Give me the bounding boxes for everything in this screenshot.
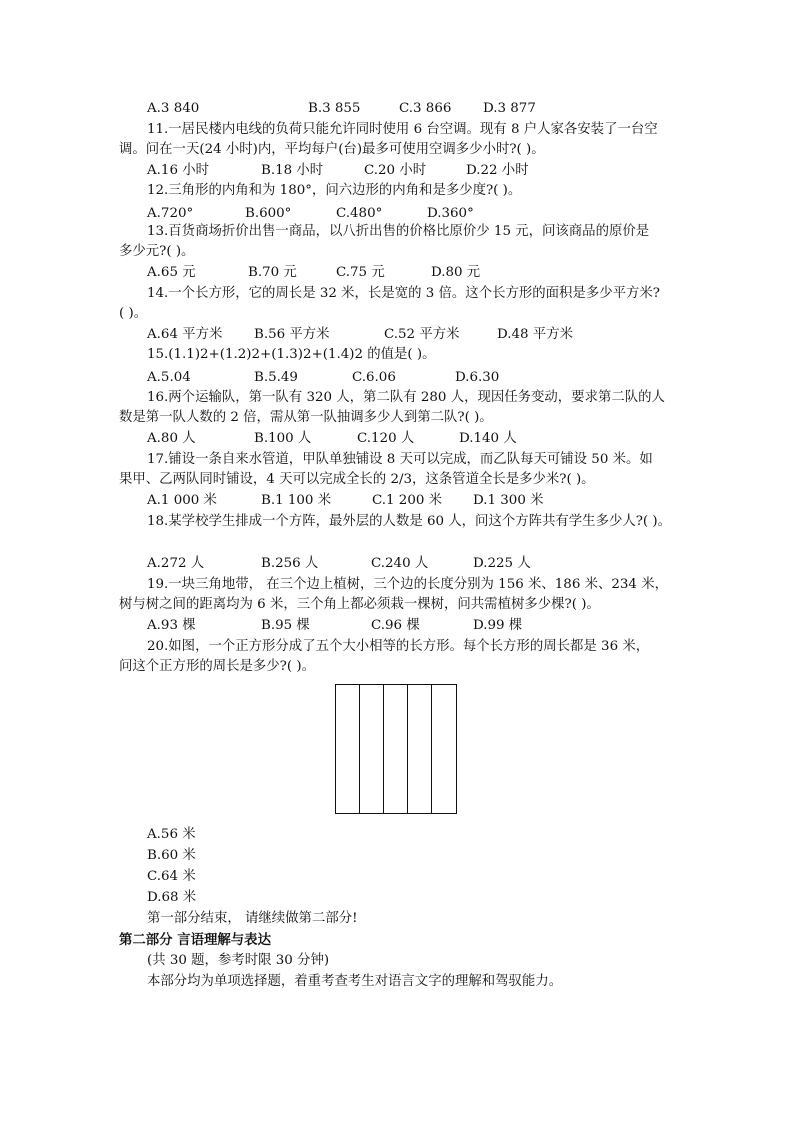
q18-option-d: D.225 人	[473, 556, 531, 571]
q17-option-a: A.1 000 米	[147, 493, 217, 508]
q20-option-a: A.56 米	[147, 827, 196, 842]
q14-option-d: D.48 平方米	[497, 327, 573, 342]
section2-meta: (共 30 题，参考时限 30 分钟)	[147, 953, 330, 968]
q20-option-b: B.60 米	[147, 848, 196, 863]
q19-text-line-2: 树与树之间的距离均为 6 米，三个角上都必须栽一棵树，问共需植树多少棵?( )。	[119, 597, 600, 612]
divider-line-1	[359, 685, 360, 813]
q17-option-d: D.1 300 米	[473, 493, 544, 508]
q16-option-c: C.120 人	[357, 431, 415, 446]
q16-text-line-1: 16.两个运输队，第一队有 320 人，第二队有 280 人，现因任务变动，要求第二队的人	[147, 390, 665, 405]
divider-line-3	[407, 685, 408, 813]
q14-option-c: C.52 平方米	[384, 327, 460, 342]
q18-option-a: A.272 人	[147, 556, 205, 571]
q19-option-b: B.95 棵	[261, 618, 310, 633]
q20-text-line-1: 20.如图，一个正方形分成了五个大小相等的长方形。每个长方形的周长都是 36 米，	[147, 639, 650, 654]
q11-option-a: A.16 小时	[147, 163, 210, 178]
q15-text-line-1: 15.(1.1)2+(1.2)2+(1.3)2+(1.4)2 的值是( )。	[147, 347, 436, 362]
q13-option-c: C.75 元	[336, 265, 385, 280]
q16-option-b: B.100 人	[254, 431, 312, 446]
q19-option-c: C.96 棵	[371, 618, 420, 633]
q15-option-d: D.6.30	[455, 370, 500, 385]
section2-intro: 本部分均为单项选择题，着重考查考生对语言文字的理解和驾驭能力。	[147, 974, 563, 989]
q13-text-line-2: 多少元?( )。	[119, 244, 195, 259]
q13-text-line-1: 13.百货商场折价出售一商品，以八折出售的价格比原价少 15 元，问该商品的原价是	[147, 224, 650, 239]
q13-option-a: A.65 元	[147, 265, 196, 280]
q14-text-line-2: ( )。	[119, 306, 148, 321]
section1-end-note: 第一部分结束， 请继续做第二部分!	[147, 911, 358, 926]
divider-line-4	[431, 685, 432, 813]
q12-option-a: A.720°	[147, 206, 194, 221]
q13-option-d: D.80 元	[431, 265, 481, 280]
q12-option-b: B.600°	[245, 206, 292, 221]
q17-option-c: C.1 200 米	[372, 493, 443, 508]
q17-text-line-2: 果甲、乙两队同时铺设，4 天可以完成全长的 2/3，这条管道全长是多少米?( )。	[119, 472, 595, 487]
q16-option-d: D.140 人	[459, 431, 517, 446]
q17-text-line-1: 17.铺设一条自来水管道，甲队单独铺设 8 天可以完成，而乙队每天可铺设 50 米。如	[147, 452, 653, 467]
q11-option-d: D.22 小时	[466, 163, 529, 178]
divider-line-2	[383, 685, 384, 813]
q18-text-line-1: 18.某学校学生排成一个方阵，最外层的人数是 60 人，问这个方阵共有学生多少人?( )。	[147, 514, 672, 529]
q19-option-a: A.93 棵	[147, 618, 196, 633]
q12-option-c: C.480°	[336, 206, 383, 221]
q20-text-line-2: 问这个正方形的周长是多少?( )。	[119, 659, 315, 674]
q12-option-d: D.360°	[427, 206, 474, 221]
q16-text-line-2: 数是第一队人数的 2 倍，需从第一队抽调多少人到第二队?( )。	[119, 410, 493, 425]
q10-option-c: C.3 866	[399, 101, 452, 116]
q20-option-d: D.68 米	[147, 890, 197, 905]
q12-text-line-1: 12.三角形的内角和为 180°，问六边形的内角和是多少度?( )。	[147, 183, 522, 198]
q14-text-line-1: 14.一个长方形，它的周长是 32 米，长是宽的 3 倍。这个长方形的面积是多少平方米?	[147, 286, 660, 301]
q11-text-line-1: 11.一居民楼内电线的负荷只能允许同时使用 6 台空调。现有 8 户人家各安装了一台空	[147, 122, 658, 137]
q13-option-b: B.70 元	[248, 265, 297, 280]
q11-option-b: B.18 小时	[261, 163, 324, 178]
q19-text-line-1: 19.一块三角地带， 在三个边上植树，三个边的长度分别为 156 米、186 米、234 米，	[147, 577, 668, 592]
q14-option-a: A.64 平方米	[147, 327, 223, 342]
q15-option-c: C.6.06	[352, 370, 396, 385]
q10-option-b: B.3 855	[308, 101, 361, 116]
q14-option-b: B.56 平方米	[254, 327, 330, 342]
q20-option-c: C.64 米	[147, 869, 196, 884]
q18-option-b: B.256 人	[261, 556, 319, 571]
q17-option-b: B.1 100 米	[261, 493, 332, 508]
q11-option-c: C.20 小时	[364, 163, 427, 178]
square-divided-into-five-rectangles-figure	[335, 684, 457, 814]
q16-option-a: A.80 人	[147, 431, 196, 446]
q18-option-c: C.240 人	[371, 556, 429, 571]
q15-option-a: A.5.04	[147, 370, 191, 385]
q10-option-d: D.3 877	[483, 101, 536, 116]
q19-option-d: D.99 棵	[473, 618, 523, 633]
section2-heading: 第二部分 言语理解与表达	[119, 932, 271, 948]
q15-option-b: B.5.49	[254, 370, 298, 385]
q10-option-a: A.3 840	[147, 101, 200, 116]
q11-text-line-2: 调。问在一天(24 小时)内，平均每户(台)最多可使用空调多少小时?( )。	[119, 142, 545, 157]
